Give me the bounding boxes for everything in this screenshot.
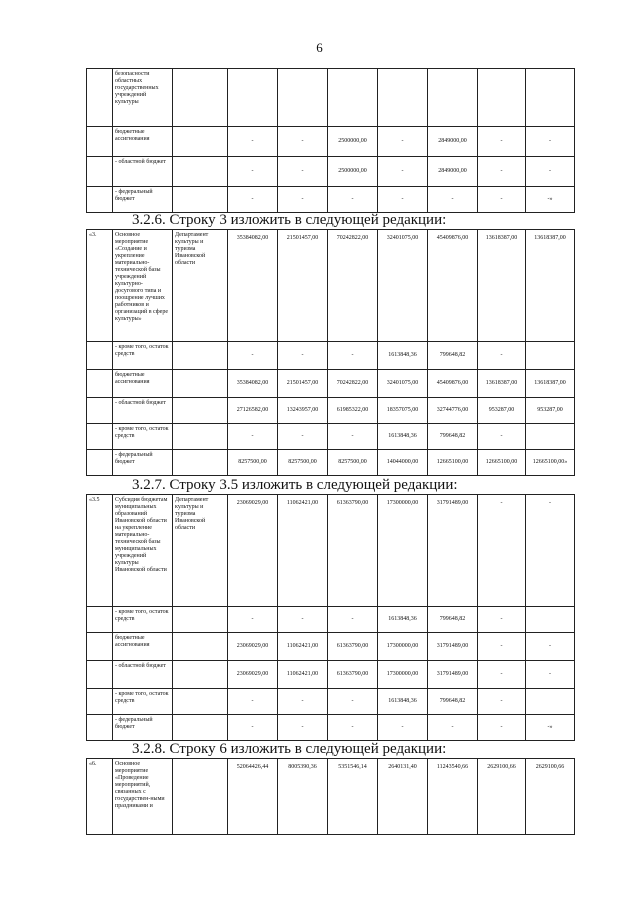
- row-index: [87, 607, 113, 633]
- cell: [428, 69, 478, 127]
- cell: -: [478, 715, 526, 741]
- cell: [173, 127, 228, 157]
- row-index: «6.: [87, 759, 113, 835]
- cell: [328, 69, 378, 127]
- cell: [526, 424, 575, 450]
- cell: 953287,00: [526, 398, 575, 424]
- cell: 13618387,00: [478, 230, 526, 342]
- cell: -: [228, 607, 278, 633]
- row-name: Основное мероприятие «Проведение мероприятий, связанных с государствен-ными праздниками и: [113, 759, 173, 835]
- cell: 17300000,00: [378, 633, 428, 661]
- cell: [526, 342, 575, 370]
- cell: Департамент культуры и туризма Ивановской области: [173, 495, 228, 607]
- cell: -: [278, 607, 328, 633]
- cell: -: [378, 157, 428, 187]
- row-index: «3.5: [87, 495, 113, 607]
- cell: 799648,82: [428, 424, 478, 450]
- cell: -: [228, 127, 278, 157]
- row-name: бюджетные ассигнования: [113, 370, 173, 398]
- cell: 8257500,00: [328, 450, 378, 476]
- row-name: - федеральный бюджет: [113, 715, 173, 741]
- row-index: [87, 69, 113, 127]
- cell: 61985322,00: [328, 398, 378, 424]
- cell: -: [478, 633, 526, 661]
- cell: 2849000,00: [428, 127, 478, 157]
- table-row: [87, 759, 575, 835]
- table-row: [87, 398, 575, 424]
- table-row: [87, 342, 575, 370]
- cell: 31791489,00: [428, 633, 478, 661]
- row-name: - кроме того, остаток средств: [113, 689, 173, 715]
- cell: 32401075,00: [378, 230, 428, 342]
- cell: -»: [526, 715, 575, 741]
- cell: 27126582,00: [228, 398, 278, 424]
- table-row: [87, 69, 575, 127]
- cell: 799648,82: [428, 342, 478, 370]
- cell: -: [526, 495, 575, 607]
- cell: 2629100,66: [526, 759, 575, 835]
- cell: [173, 450, 228, 476]
- row-index: [87, 157, 113, 187]
- cell: 11062421,00: [278, 633, 328, 661]
- row-name: - областной бюджет: [113, 157, 173, 187]
- cell: -: [278, 187, 328, 213]
- cell: -: [526, 661, 575, 689]
- row-name: - кроме того, остаток средств: [113, 424, 173, 450]
- cell: 70242822,00: [328, 370, 378, 398]
- cell: -: [278, 342, 328, 370]
- cell: 17300000,00: [378, 495, 428, 607]
- cell: 953287,00: [478, 398, 526, 424]
- cell: 52064426,44: [228, 759, 278, 835]
- cell: -: [328, 689, 378, 715]
- cell: -: [378, 127, 428, 157]
- cell: 32744776,00: [428, 398, 478, 424]
- table-row: [87, 495, 575, 607]
- row-name: - федеральный бюджет: [113, 450, 173, 476]
- cell: 32401075,00: [378, 370, 428, 398]
- row-index: [87, 450, 113, 476]
- table-row: [87, 450, 575, 476]
- cell: 12665100,00: [428, 450, 478, 476]
- row-index: [87, 370, 113, 398]
- cell: -: [228, 187, 278, 213]
- cell: [173, 187, 228, 213]
- row-name: безопасности областных государственных учреждений культуры: [113, 69, 173, 127]
- cell: 45409876,00: [428, 370, 478, 398]
- cell: -: [328, 607, 378, 633]
- cell: -: [278, 715, 328, 741]
- cell: -: [478, 342, 526, 370]
- row-name: Основное мероприятие «Создание и укрепление материально-технической базы учреждений культурно-досугового типа и поощрение лучших работников и организаций в сфере культуры»: [113, 230, 173, 342]
- cell: -: [478, 187, 526, 213]
- cell: [173, 607, 228, 633]
- cell: 17300000,00: [378, 661, 428, 689]
- cell: 2629100,66: [478, 759, 526, 835]
- table-row: [87, 715, 575, 741]
- table-row: [87, 127, 575, 157]
- table-row: [87, 689, 575, 715]
- cell: 2500000,00: [328, 127, 378, 157]
- cell: -: [378, 715, 428, 741]
- cell: 61363790,00: [328, 661, 378, 689]
- page-number: 6: [316, 40, 323, 55]
- row-name: - кроме того, остаток средств: [113, 342, 173, 370]
- cell: [173, 424, 228, 450]
- cell: 35384082,00: [228, 230, 278, 342]
- cell: -: [478, 495, 526, 607]
- cell: -: [478, 607, 526, 633]
- row-name: - кроме того, остаток средств: [113, 607, 173, 633]
- cell: -: [526, 157, 575, 187]
- budget-table-row-3-5: [86, 494, 575, 741]
- cell: -: [478, 689, 526, 715]
- cell: 11062421,00: [278, 495, 328, 607]
- cell: -: [478, 424, 526, 450]
- cell: [173, 661, 228, 689]
- cell: [378, 69, 428, 127]
- cell: [228, 69, 278, 127]
- cell: 31791489,00: [428, 495, 478, 607]
- cell: 2849000,00: [428, 157, 478, 187]
- cell: -: [526, 633, 575, 661]
- row-index: [87, 127, 113, 157]
- cell: 11062421,00: [278, 661, 328, 689]
- cell: 799648,82: [428, 689, 478, 715]
- row-index: [87, 633, 113, 661]
- row-name: Субсидия бюджетам муниципальных образований Ивановской области на укрепление материально-технической базы муниципальных учреждений культуры Ивановской области: [113, 495, 173, 607]
- cell: 1613848,36: [378, 342, 428, 370]
- cell: [526, 69, 575, 127]
- table-row: [87, 424, 575, 450]
- cell: 13243957,00: [278, 398, 328, 424]
- table-row: [87, 230, 575, 342]
- row-index: [87, 187, 113, 213]
- cell: -: [278, 157, 328, 187]
- cell: 12665100,00»: [526, 450, 575, 476]
- row-index: «3.: [87, 230, 113, 342]
- table-row: [87, 370, 575, 398]
- row-index: [87, 424, 113, 450]
- cell: -: [526, 127, 575, 157]
- cell: -: [328, 715, 378, 741]
- row-name: - областной бюджет: [113, 398, 173, 424]
- cell: -: [428, 715, 478, 741]
- cell: 70242822,00: [328, 230, 378, 342]
- row-index: [87, 342, 113, 370]
- cell: 5351546,14: [328, 759, 378, 835]
- cell: [526, 689, 575, 715]
- cell: [478, 69, 526, 127]
- cell: [173, 342, 228, 370]
- cell: 2640131,40: [378, 759, 428, 835]
- cell: -: [228, 689, 278, 715]
- cell: 31791489,00: [428, 661, 478, 689]
- cell: -: [478, 661, 526, 689]
- cell: Департамент культуры и туризма Ивановской области: [173, 230, 228, 342]
- cell: -»: [526, 187, 575, 213]
- cell: 35384082,00: [228, 370, 278, 398]
- cell: [173, 398, 228, 424]
- row-name: бюджетные ассигнования: [113, 633, 173, 661]
- cell: -: [228, 157, 278, 187]
- cell: -: [478, 127, 526, 157]
- cell: 8257500,00: [228, 450, 278, 476]
- cell: -: [328, 342, 378, 370]
- cell: 23069029,00: [228, 661, 278, 689]
- cell: -: [428, 187, 478, 213]
- cell: 8257500,00: [278, 450, 328, 476]
- budget-table-row-3: [86, 229, 575, 476]
- cell: [173, 157, 228, 187]
- cell: 1613848,36: [378, 689, 428, 715]
- cell: 45409876,00: [428, 230, 478, 342]
- cell: -: [278, 689, 328, 715]
- row-index: [87, 398, 113, 424]
- cell: [173, 759, 228, 835]
- section-heading-3-2-6: 3.2.6. Строку 3 изложить в следующей редакции:: [132, 212, 447, 228]
- cell: 61363790,00: [328, 495, 378, 607]
- row-index: [87, 661, 113, 689]
- cell: -: [278, 127, 328, 157]
- row-name: бюджетные ассигнования: [113, 127, 173, 157]
- table-row: [87, 607, 575, 633]
- budget-table-row-6: [86, 758, 575, 835]
- cell: 13618387,00: [526, 370, 575, 398]
- cell: 61363790,00: [328, 633, 378, 661]
- cell: -: [278, 424, 328, 450]
- row-name: - областной бюджет: [113, 661, 173, 689]
- cell: [278, 69, 328, 127]
- cell: 18357075,00: [378, 398, 428, 424]
- cell: 23069029,00: [228, 633, 278, 661]
- table-row: [87, 187, 575, 213]
- cell: [173, 633, 228, 661]
- section-heading-3-2-8: 3.2.8. Строку 6 изложить в следующей редакции:: [132, 741, 447, 757]
- cell: 799648,82: [428, 607, 478, 633]
- table-row: [87, 661, 575, 689]
- cell: 12665100,00: [478, 450, 526, 476]
- cell: -: [378, 187, 428, 213]
- cell: 21501457,00: [278, 370, 328, 398]
- row-index: [87, 689, 113, 715]
- row-name: - федеральный бюджет: [113, 187, 173, 213]
- cell: -: [328, 187, 378, 213]
- cell: -: [478, 157, 526, 187]
- cell: [173, 370, 228, 398]
- section-heading-3-2-7: 3.2.7. Строку 3.5 изложить в следующей редакции:: [132, 477, 458, 493]
- table-row: [87, 633, 575, 661]
- cell: 2500000,00: [328, 157, 378, 187]
- cell: [173, 715, 228, 741]
- cell: [173, 69, 228, 127]
- cell: [173, 689, 228, 715]
- cell: -: [228, 342, 278, 370]
- table-row: [87, 157, 575, 187]
- cell: 13618387,00: [478, 370, 526, 398]
- row-index: [87, 715, 113, 741]
- cell: [526, 607, 575, 633]
- cell: 11243540,66: [428, 759, 478, 835]
- budget-table-continuation: [86, 68, 575, 213]
- cell: 1613848,36: [378, 607, 428, 633]
- cell: 23069029,00: [228, 495, 278, 607]
- cell: -: [228, 424, 278, 450]
- cell: 8005390,36: [278, 759, 328, 835]
- cell: -: [328, 424, 378, 450]
- cell: 14044000,00: [378, 450, 428, 476]
- cell: 21501457,00: [278, 230, 328, 342]
- cell: -: [228, 715, 278, 741]
- cell: 1613848,36: [378, 424, 428, 450]
- cell: 13618387,00: [526, 230, 575, 342]
